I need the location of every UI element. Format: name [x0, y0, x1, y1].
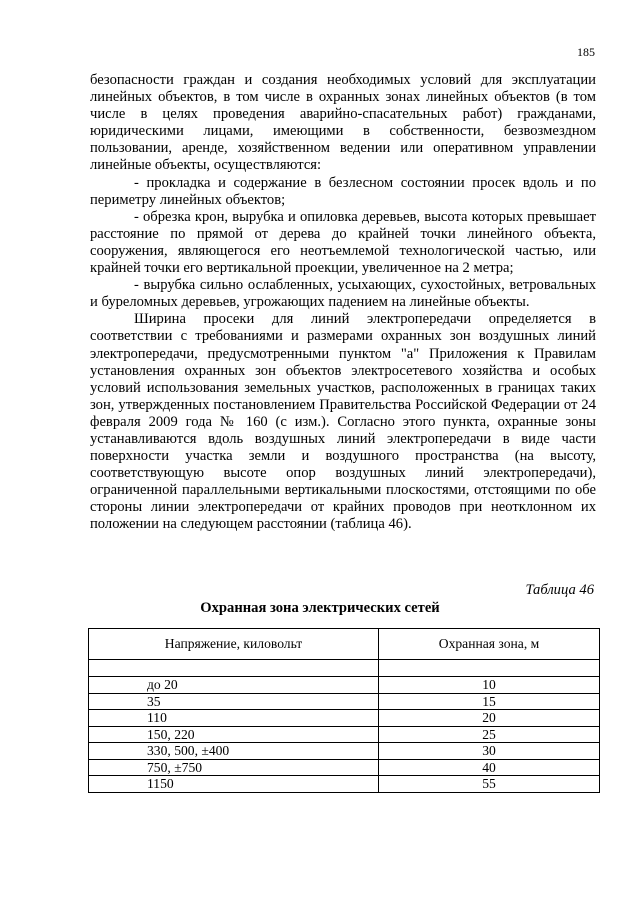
column-header-voltage: Напряжение, киловольт: [89, 629, 379, 660]
paragraph: Ширина просеки для линий электропередачи определяется в соответствии с требованиями и размерами охранных зон воздушных линий электропередачи, предусмотренными пунктом "а" Приложения к Правилам установления охранных зон объектов электросетевого хозяйства и особых условий использования земельных участков, расположенных в границах таких зон, утвержденных постановлением Правительства Российской Федерации от 24 февраля 2009 года № 160 (с изм.). Согласно этого пункта, охранные зоны устанавливаются вдоль воздушных линий электропередачи в виде части поверхности участка земли и воздушного пространства (на высоту, соответствующую высоте опор воздушных линий электропередачи), ограниченной параллельными вертикальными плоскостями, отстоящими по обе стороны линии электропередачи от крайних проводов при неотклонном их положении на следующем расстоянии (таблица 46).: [90, 311, 596, 533]
table-cell-voltage: 750, ±750: [89, 759, 379, 776]
table-row: [89, 759, 600, 776]
page-number: 185: [577, 45, 595, 59]
list-item: - вырубка сильно ослабленных, усыхающих, сухостойных, ветровальных и буреломных деревьев, угрожающих падением на линейные объекты.: [90, 277, 596, 311]
table-cell-zone: 30: [379, 743, 600, 760]
table-cell-zone: 25: [379, 726, 600, 743]
table-row: [89, 677, 600, 694]
table-spacer-row: [89, 660, 600, 677]
table-cell-empty: [379, 660, 600, 677]
list-item: - обрезка крон, вырубка и опиловка деревьев, высота которых превышает расстояние по прямой от дерева до крайней точки линейного объекта, сооружения, являющегося его неотъемлемой технологической частью, или крайней точки его вертикальной проекции, увеличенное на 2 метра;: [90, 208, 596, 277]
table-row: [89, 743, 600, 760]
table-cell-zone: 20: [379, 710, 600, 727]
table-cell-zone: 40: [379, 759, 600, 776]
table-cell-voltage: 150, 220: [89, 726, 379, 743]
table-row: [89, 726, 600, 743]
table-caption: Таблица 46: [525, 582, 594, 598]
body-text: [90, 72, 596, 534]
table-title: Охранная зона электрических сетей: [200, 600, 440, 616]
protection-zone-table: [88, 628, 600, 793]
table-row: [89, 776, 600, 793]
table-cell-zone: 55: [379, 776, 600, 793]
table-cell-voltage: до 20: [89, 677, 379, 694]
table-cell-voltage: 110: [89, 710, 379, 727]
paragraph: безопасности граждан и создания необходимых условий для эксплуатации линейных объектов, в том числе в охранных зонах линейных объектов (в том числе в целях проведения аварийно-спасательных работ) гражданами, юридическими лицами, имеющими в собственности, безвозмездном пользовании, аренде, хозяйственном ведении или оперативном управлении линейные объекты, осуществляются:: [90, 72, 596, 174]
list-item: - прокладка и содержание в безлесном состоянии просек вдоль и по периметру линейных объектов;: [90, 174, 596, 208]
table-cell-zone: 15: [379, 693, 600, 710]
table-cell-empty: [89, 660, 379, 677]
column-header-zone: Охранная зона, м: [379, 629, 600, 660]
table-row: [89, 693, 600, 710]
table-row: [89, 710, 600, 727]
table-cell-voltage: 330, 500, ±400: [89, 743, 379, 760]
table-header-row: [89, 629, 600, 660]
table-cell-zone: 10: [379, 677, 600, 694]
table-cell-voltage: 1150: [89, 776, 379, 793]
table-cell-voltage: 35: [89, 693, 379, 710]
